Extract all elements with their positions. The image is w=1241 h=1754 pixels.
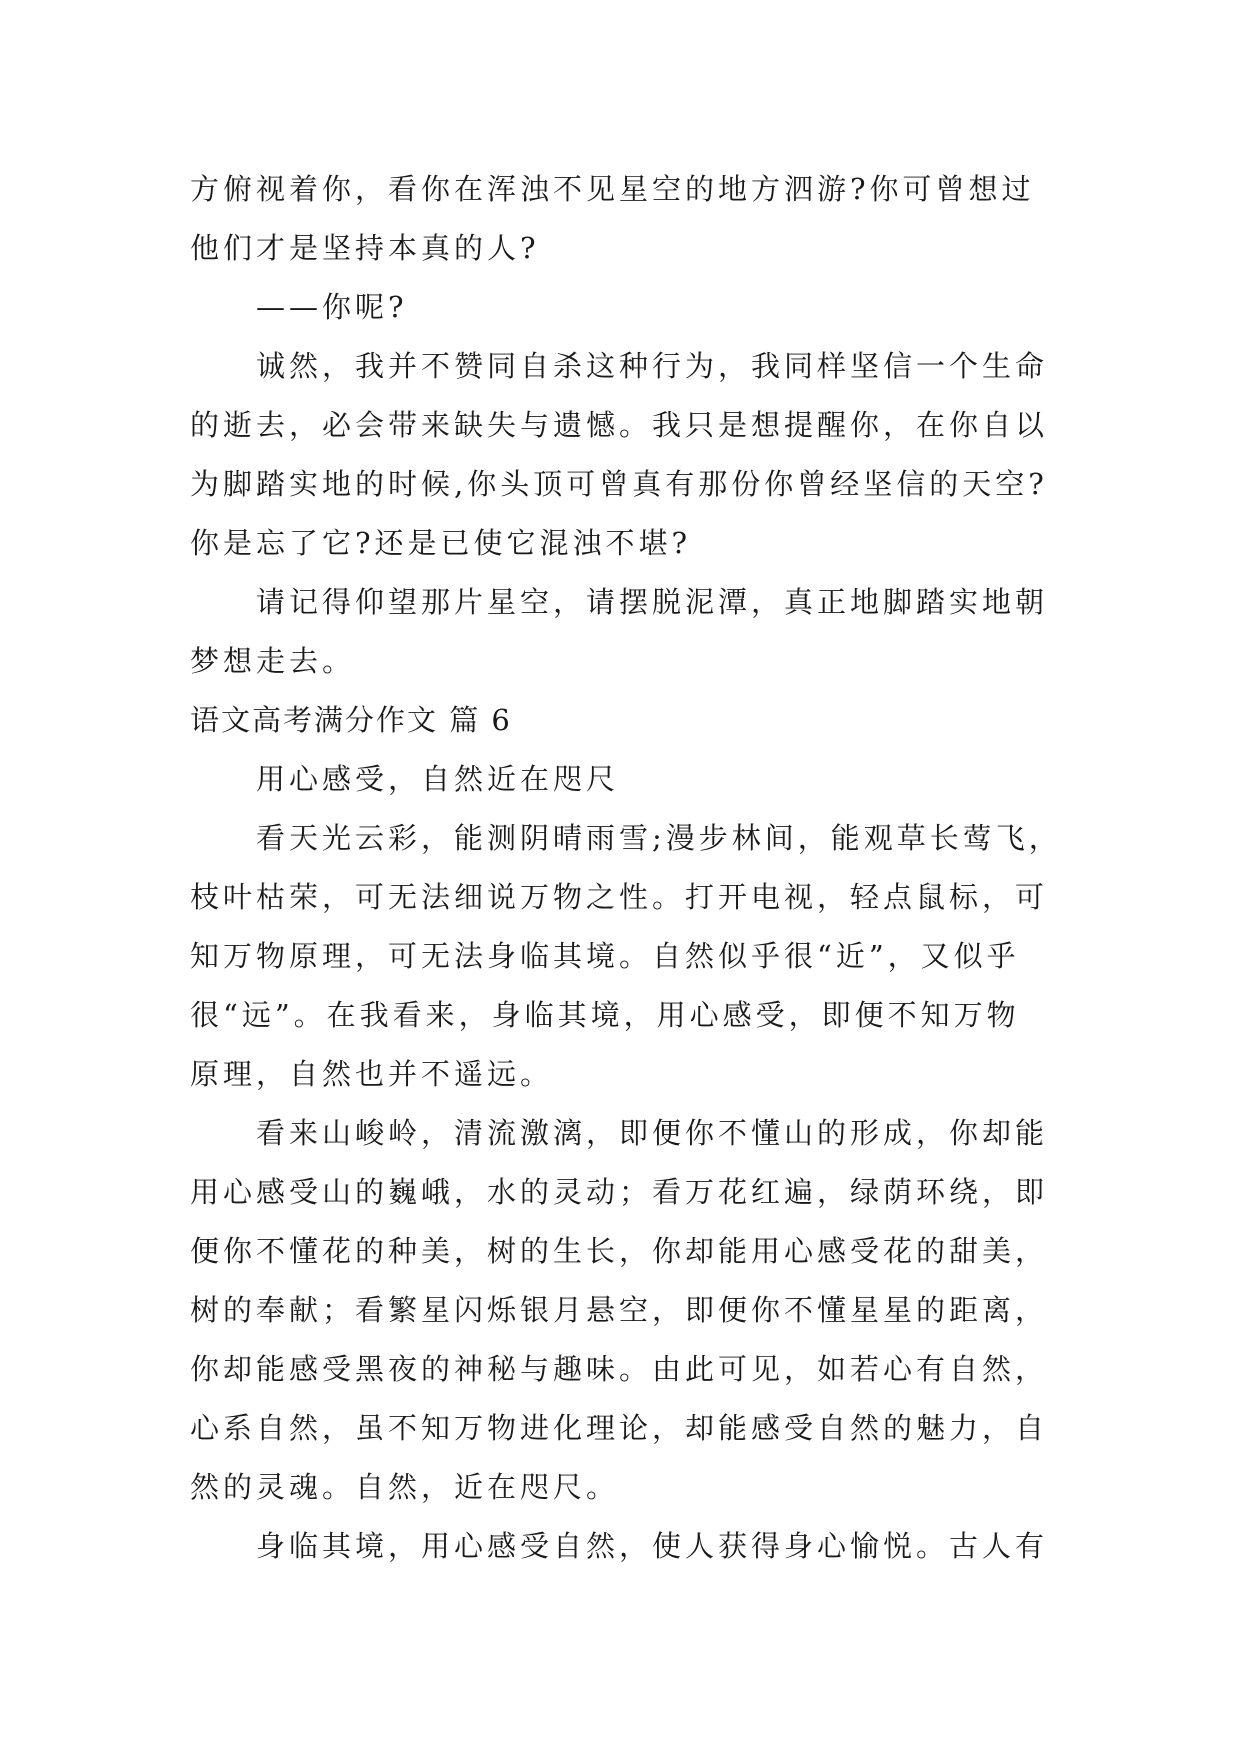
text-line: 的逝去，必会带来缺失与遗憾。我只是想提醒你，在你自以 (190, 408, 1049, 442)
text-line: 你却能感受黑夜的神秘与趣味。由此可见，如若心有自然， (190, 1352, 1049, 1386)
paragraph-start-line: 看来山峻岭，清流激漓，即便你不懂山的形成，你却能 (256, 1116, 1049, 1150)
paragraph-start-line: 请记得仰望那片星空，请摆脱泥潭，真正地脚踏实地朝 (256, 585, 1049, 619)
text-line: 原理，自然也并不遥远。 (190, 1057, 554, 1091)
text-line: 很“远”。在我看来，身临其境，用心感受，即便不知万物 (190, 998, 1020, 1032)
paragraph-start-line: 看天光云彩，能测阴晴雨雪;漫步林间，能观草长莺飞， (256, 821, 1062, 855)
text-line: 树的奉献；看繁星闪烁银月悬空，即便你不懂星星的距离， (190, 1293, 1049, 1327)
text-line: 枝叶枯荣，可无法细说万物之性。打开电视，轻点鼠标，可 (190, 880, 1049, 914)
text-line: 方俯视着你，看你在浑浊不见星空的地方泗游?你可曾想过 (190, 172, 1035, 206)
section-heading: 语文高考满分作文 篇 6 (190, 703, 512, 737)
text-line: 你是忘了它?还是已使它混浊不堪? (190, 526, 692, 560)
text-line: 便你不懂花的种美，树的生长，你却能用心感受花的甜美， (190, 1234, 1049, 1268)
paragraph-start-line: 身临其境，用心感受自然，使人获得身心愉悦。古人有 (256, 1529, 1049, 1563)
text-line: 他们才是坚持本真的人? (190, 231, 540, 265)
text-line: 然的灵魂。自然，近在咫尺。 (190, 1470, 620, 1504)
text-line: 心系自然，虽不知万物进化理论，却能感受自然的魅力，自 (190, 1411, 1049, 1445)
text-line: 梦想走去。 (190, 644, 356, 678)
text-line: ——你呢? (256, 290, 408, 324)
paragraph-start-line: 诚然，我并不赞同自杀这种行为，我同样坚信一个生命 (256, 349, 1049, 383)
text-line: 为脚踏实地的时候,你头顶可曾真有那份你曾经坚信的天空? (190, 467, 1048, 501)
text-line: 用心感受山的巍峨，水的灵动；看万花红遍，绿荫环绕，即 (190, 1175, 1049, 1209)
document-body (190, 160, 1062, 1576)
text-line: 知万物原理，可无法身临其境。自然似乎很“近”，又似乎 (190, 939, 1020, 973)
essay-title: 用心感受，自然近在咫尺 (256, 762, 620, 796)
